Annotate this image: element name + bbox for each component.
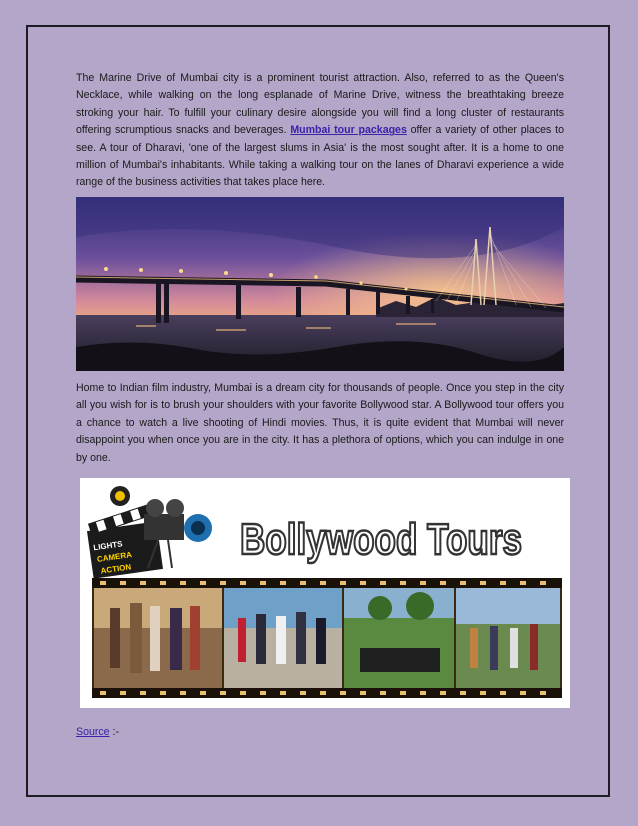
bollywood-paragraph: Home to Indian film industry, Mumbai is a dream city for thousands of people. Once you step in the city all you wish for is to brush your shoulders with your favorite Bollywood star. A Bollywood tour offers you a chance to watch a live shooting of Hindi movies. Thus, it is quite evident that Mumbai will never disappoint you when once you are in the city. It has a plethora of options, which you can indulge in one by one. [76,382,564,464]
clapper-word-action: ACTION [100,562,132,576]
bandra-worli-sealink-photo [76,197,564,371]
film-frame-garden-set [344,588,454,688]
paragraph-text: The Marine Drive of Mumbai city is a prominent tourist attraction. Also, referred to as the Queen's Necklace, while walking on the long esplanade of Marine Drive, witness the breathtaking breeze stroking your hair. To fulfill your culinary desire alongside you will find a long cluster of restaurants offering scrumptious snacks and beverages. [76,72,564,137]
mumbai-tour-packages-link[interactable]: Mumbai tour packages [290,124,407,137]
source-suffix: :- [109,726,119,738]
paragraph-text: offer a variety of other places to see. A tour of Dharavi, 'one of the largest slums in Asia' is the most sought after. It is a home to one million of Mumbai's inhabitants. While taking a walking tour on the lanes of Dharavi experience a wide range of the business activities that takes place here. [76,124,564,189]
film-frame-seaside-shoot [224,588,342,688]
clapper-word-camera: CAMERA [96,550,133,564]
source-line [76,726,119,738]
bollywood-tours-banner [80,478,570,708]
marine-drive-paragraph [76,70,564,192]
film-frame-outdoor-crowd [456,588,560,688]
bollywood-tours-title: Bollywood Tours [240,515,522,564]
film-frame-studio [94,588,222,688]
source-link[interactable]: Source [76,726,110,738]
clapper-word-lights: LIGHTS [92,539,124,553]
